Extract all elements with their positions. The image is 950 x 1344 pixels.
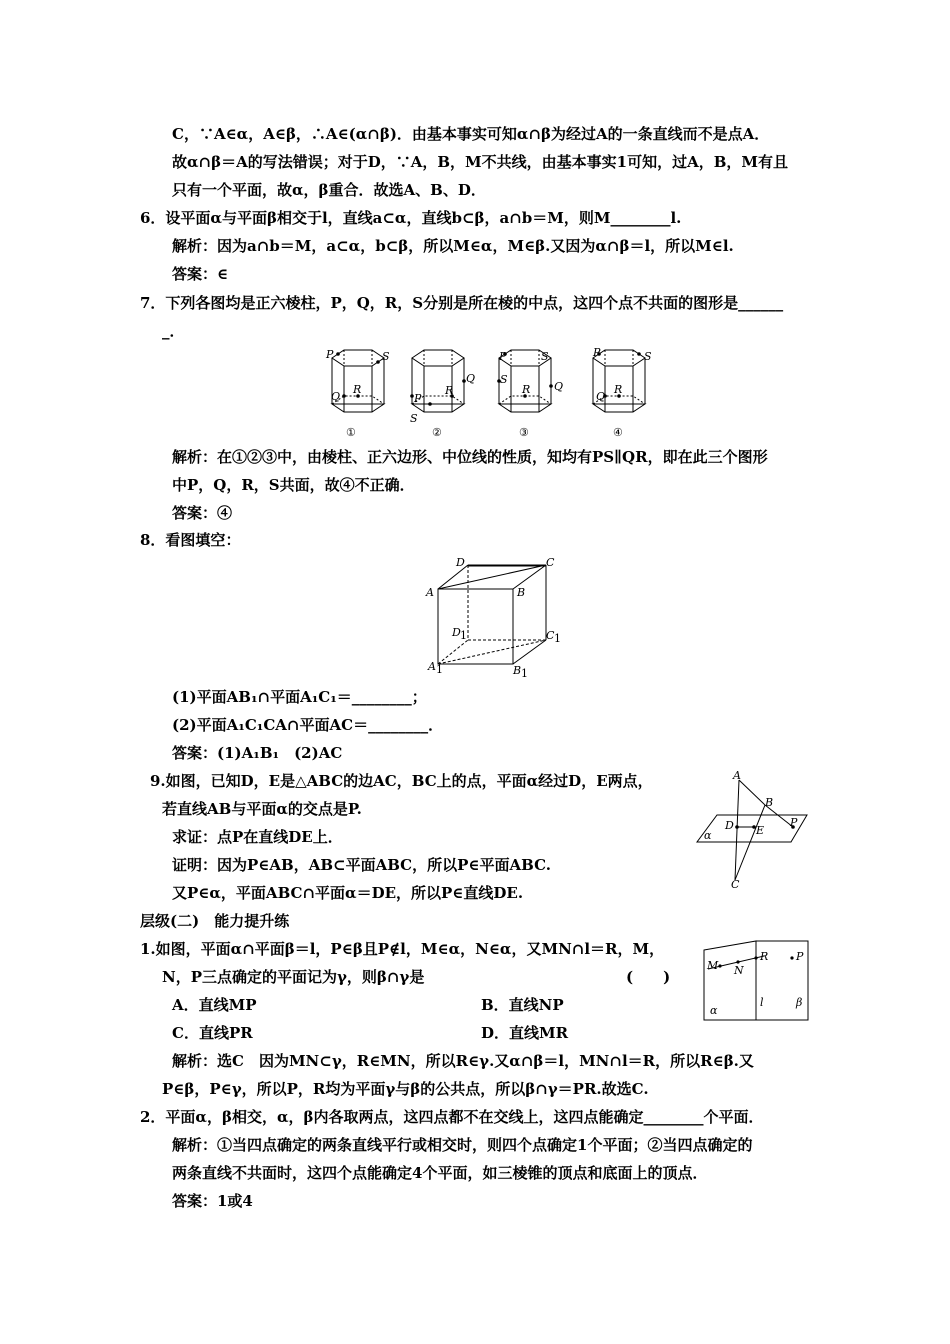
question-8-part-2: (2)平面A₁C₁CA∩平面AC＝________． [172,716,444,734]
question-9: 9.如图，已知D，E是△ABC的边AC，BC上的点，平面α经过D，E两点， [150,772,653,790]
label-p: P [593,346,601,359]
label-P: P [790,816,798,829]
label-l: l [760,996,764,1009]
problem-2: 2．平面α，β相交，α，β内各取两点，这四点都不在交线上，这四点能确定________个平面． [140,1108,764,1126]
text-line: 故α∩β＝A的写法错误；对于D，∵A，B，M不共线，由基本事实1可知，过A，B，M有且 [172,153,788,171]
analysis-7-cont: 中P，Q，R，S共面，故④不正确． [172,476,415,494]
triangle-plane-figure [695,768,813,890]
label-N: N [734,964,744,977]
analysis-p2: 解析：①当四点确定的两条直线平行或相交时，则四个点确定1个平面；②当四点确定的 [172,1136,753,1154]
question-8: 8．看图填空： [140,531,241,549]
label-s: S [500,373,508,386]
label-A: A [733,769,741,782]
label-E: E [756,824,765,837]
cube-figure [420,552,570,678]
proof-9: 证明：因为P∈AB，AB⊂平面ABC，所以P∈平面ABC. [172,856,551,874]
label-q: Q [596,390,606,403]
answer-p2: 答案：1或4 [172,1192,253,1210]
analysis-p1-cont: P∈β，P∈γ，所以P，R均为平面γ与β的公共点，所以β∩γ＝PR.故选C. [162,1080,649,1098]
caption-2: ② [432,426,442,439]
caption-3: ③ [519,426,529,439]
label-A: A [426,586,434,599]
label-B: B [765,796,774,809]
question-8-part-1: (1)平面AB₁∩平面A₁C₁＝________； [172,688,427,706]
question-9-prove: 求证：点P在直线DE上． [172,828,343,846]
question-6: 6．设平面α与平面β相交于l，直线a⊂α，直线b⊂β，a∩b＝M，则M________l. [140,209,682,227]
label-p: P [499,350,507,363]
question-9-cont: 若直线AB与平面α的交点是P. [162,800,362,818]
subscript: 1 [460,629,467,642]
subscript: 1 [436,663,443,676]
answer-6: 答案：∈ [172,265,229,283]
label-r: R [445,384,454,397]
label-C: C [546,556,555,569]
label-r: R [353,383,362,396]
label-s: S [644,350,652,363]
two-planes-figure [702,938,812,1024]
text-line: 只有一个平面，故α，β重合．故选A、B、D． [172,181,486,199]
problem-1: 1.如图，平面α∩平面β＝l，P∈β且P∉l，M∈α，N∈α，又MN∩l＝R，M， [140,940,665,958]
caption-1: ① [346,426,356,439]
subscript: 1 [554,632,561,645]
label-q: Q [554,380,564,393]
option-c: C．直线PR [172,1024,253,1042]
label-M: M [707,959,719,972]
option-d: D．直线MR [481,1024,569,1042]
label-alpha: α [704,829,712,842]
text-line: C，∵A∈α，A∈β，∴A∈(α∩β)．由基本事实可知α∩β为经过A的一条直线而不是点A． [172,125,770,143]
label-beta: β [796,996,803,1009]
analysis-7: 解析：在①②③中，由棱柱、正六边形、中位线的性质，知均有PS∥QR，即在此三个图形 [172,448,768,466]
label-D: D [456,556,465,569]
label-s: S [541,350,549,363]
answer-8: 答案：(1)A₁B₁ (2)AC [172,744,343,762]
caption-4: ④ [613,426,623,439]
answer-7: 答案：④ [172,504,233,522]
problem-1-cont: N，P三点确定的平面记为γ，则β∩γ是 [162,968,425,986]
analysis-p2-cont: 两条直线不共面时，这四个点能确定4个平面，如三棱锥的顶点和底面上的顶点． [172,1164,708,1182]
label-alpha: α [710,1004,718,1017]
analysis-6: 解析：因为a∩b＝M，a⊂α，b⊂β，所以M∈α，M∈β.又因为α∩β＝l，所以M∈l. [172,237,734,255]
answer-brackets: ( ) [626,968,671,986]
label-B1: B [513,664,522,677]
label-p: P [326,348,334,361]
subscript: 1 [521,667,528,678]
label-D: D [725,819,734,832]
hexagonal-prisms-figure [318,346,663,444]
section-heading: 层级(二) 能力提升练 [140,912,290,930]
label-r: R [614,383,623,396]
option-b: B．直线NP [481,996,564,1014]
label-s: S [382,350,390,363]
label-A1: A [428,660,436,673]
label-s: S [410,412,418,425]
label-p: P [414,392,422,405]
label-C1: C [546,629,555,642]
label-P: P [796,950,804,963]
label-B: B [517,586,526,599]
label-C: C [731,878,740,890]
label-r: R [522,383,531,396]
label-q: Q [331,390,341,403]
analysis-p1: 解析：选C 因为MN⊂γ，R∈MN，所以R∈γ.又α∩β＝l，MN∩l＝R，所以R∈β.又 [172,1052,754,1070]
question-7-cont: _． [162,322,185,340]
question-7: 7．下列各图均是正六棱柱，P，Q，R，S分别是所在棱的中点，这四个点不共面的图形是______ [140,294,784,312]
proof-9-cont: 又P∈α，平面ABC∩平面α＝DE，所以P∈直线DE. [172,884,524,902]
label-q: Q [466,372,476,385]
option-a: A．直线MP [172,996,257,1014]
label-D1: D [452,626,461,639]
label-R: R [760,950,769,963]
